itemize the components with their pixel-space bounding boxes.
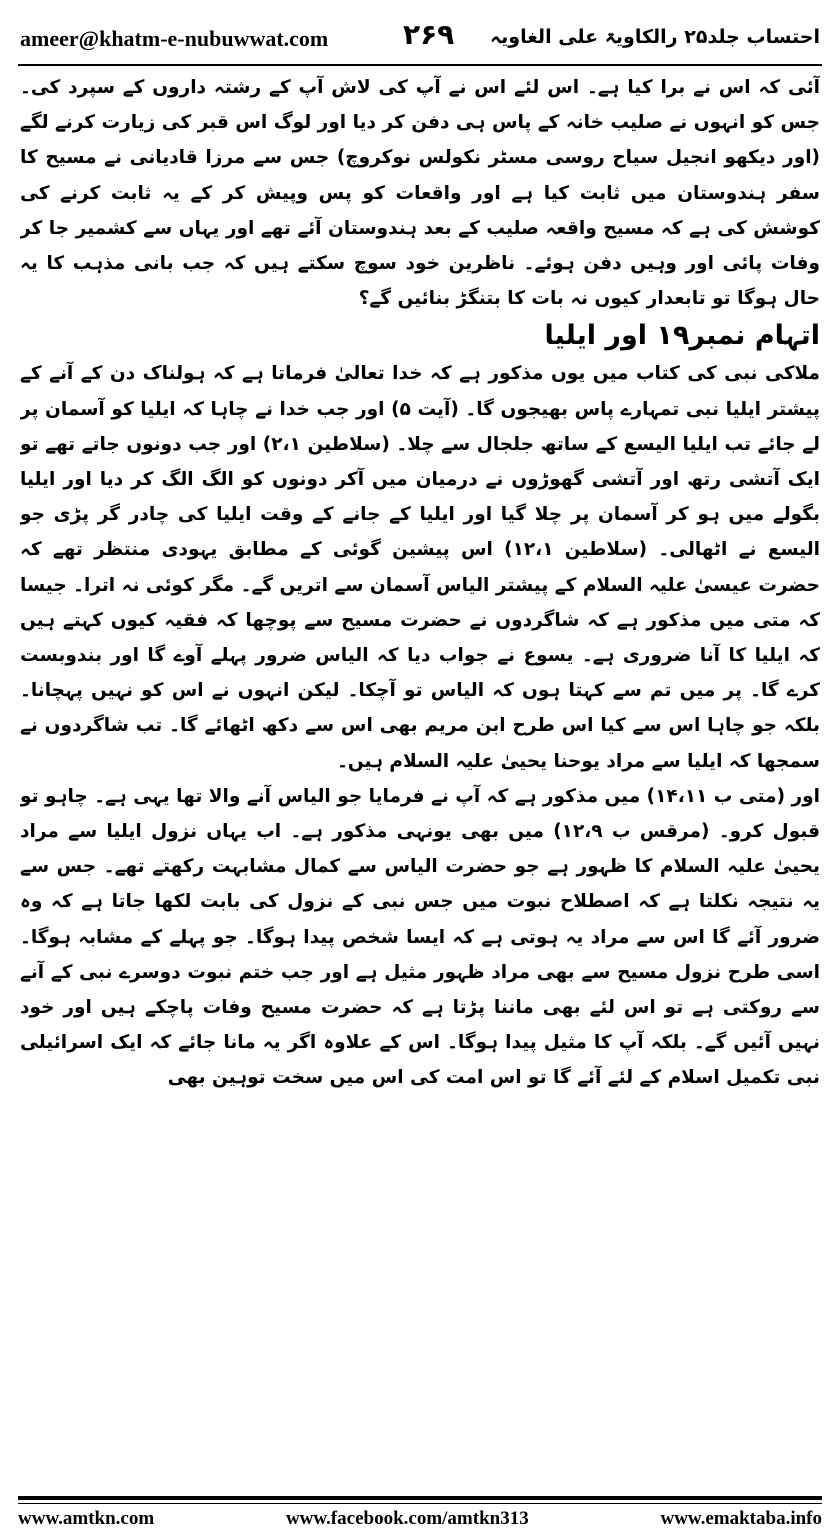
footer-link-amtkn[interactable]: www.amtkn.com — [18, 1508, 155, 1529]
paragraph-1: آئی کہ اس نے برا کیا ہے۔ اس لئے اس نے آپ کی لاش آپ کے رشتہ داروں کے سپرد کی۔ جس کو انہوں نے صلیب خانہ کے پاس ہی دفن کر دیا اور لوگ اس قبر کی زیارت کرنے لگے (اور دیکھو انجیل سیاح روسی مسٹر نکولس نوکروچ) جس سے مرزا قادیانی نے مسیح کا سفر ہندوستان میں ثابت کیا ہے اور واقعات کو پس وپیش کر کے یہ ثابت کرنے کی کوشش کی ہے کہ مسیح واقعہ صلیب کے بعد ہندوستان آئے تھے اور یہاں سے کشمیر جا کر وفات پائی اور وہیں دفن ہوئے۔ ناظرین خود سوچ سکتے ہیں کہ جب بانی مذہب کا یہ حال ہوگا تو تابعدار کیوں نہ بات کا بتنگڑ بنائیں گے؟ — [20, 77, 820, 310]
footer-divider-thick — [18, 1496, 822, 1500]
book-title: احتساب جلد۲۵ رالکاویۃ علی الغاویہ — [490, 26, 820, 48]
page-number: ۲۶۹ — [403, 18, 455, 51]
page-header — [18, 18, 822, 62]
paragraph-2: ملاکی نبی کی کتاب میں یوں مذکور ہے کہ خدا تعالیٰ فرماتا ہے کہ ہولناک دن کے آنے کے پیشتر ایلیا نبی تمہارے پاس بھیجوں گا۔ (آیت ۵) اور جب خدا نے چاہا کہ ایلیا کو آسمان پر لے جائے تب ایلیا الیسع کے ساتھ جلجال سے چلا۔ (سلاطین ۲،۱) اور جب دونوں جاتے تھے تو ایک آتشی رتھ اور آتشی گھوڑوں نے درمیان میں آکر دونوں کو الگ الگ کر دیا اور ایلیا بگولے میں ہو کر آسمان پر چلا گیا اور ایلیا کے جانے کے وقت ایلیا کی چادر گر پڑی جو الیسع نے اٹھالی۔ (سلاطین ۱۲،۱) اس پیشین گوئی کے مطابق یہودی منتظر تھے کہ حضرت عیسیٰ علیہ السلام کے پیشتر الیاس آسمان سے اتریں گے۔ مگر کوئی نہ اترا۔ جیسا کہ متی میں مذکور ہے کہ شاگردوں نے حضرت مسیح سے پوچھا کہ فقیہ کیوں کہتے ہیں کہ ایلیا کا آنا ضروری ہے۔ یسوع نے جواب دیا کہ الیاس ضرور پہلے آوے گا اور بندوبست کرے گا۔ پر میں تم سے کہتا ہوں کہ الیاس تو آچکا۔ لیکن انہوں نے اس کو نہیں پہچانا۔ بلکہ جو چاہا اس سے کیا اس طرح ابن مریم بھی اس سے دکھ اٹھائے گا۔ تب شاگردوں نے سمجھا کہ ایلیا سے مراد یوحنا یحییٰ علیہ السلام ہیں۔ — [20, 363, 820, 772]
section-heading: اتہام نمبر۱۹ اور ایلیا — [544, 320, 820, 352]
header-email: ameer@khatm-e-nubuwwat.com — [20, 26, 329, 51]
footer-divider-thin — [18, 1503, 822, 1504]
paragraph-3: اور (متی ب ۱۴،۱۱) میں مذکور ہے کہ آپ نے فرمایا جو الیاس آنے والا تھا یہی ہے۔ چاہو تو قبول کرو۔ (مرقس ب ۱۲،۹) میں بھی یونہی مذکور ہے۔ اب یہاں نزول ایلیا سے مراد یحییٰ علیہ السلام کا ظہور ہے جو حضرت الیاس سے کمال مشابہت رکھتے تھے۔ جس سے یہ نتیجہ نکلتا ہے کہ اصطلاح نبوت میں جس نبی کے نزول کی بابت لکھا جاتا ہے کہ وہ ضرور آئے گا اس سے مراد یہ ہوتی ہے کہ ایسا شخص پیدا ہوگا۔ جو پہلے کے مشابہ ہوگا۔ اسی طرح نزول مسیح سے بھی مراد ظہور مثیل ہے اور جب ختم نبوت دوسرے نبی کے آنے سے روکتی ہے تو اس لئے بھی ماننا پڑتا ہے کہ حضرت مسیح وفات پاچکے ہیں اور خود نہیں آئیں گے۔ بلکہ آپ کا مثیل پیدا ہوگا۔ اس کے علاوہ اگر یہ مانا جائے کہ ایک اسرائیلی نبی تکمیل اسلام کے لئے آئے گا تو اس امت کی اس میں سخت توہین بھی — [20, 785, 820, 1089]
header-divider — [18, 64, 822, 66]
page-footer — [18, 1508, 822, 1536]
footer-link-facebook[interactable]: www.facebook.com/amtkn313 — [285, 1508, 529, 1529]
page-body — [20, 70, 820, 1482]
footer-link-emaktaba[interactable]: www.emaktaba.info — [660, 1508, 822, 1529]
